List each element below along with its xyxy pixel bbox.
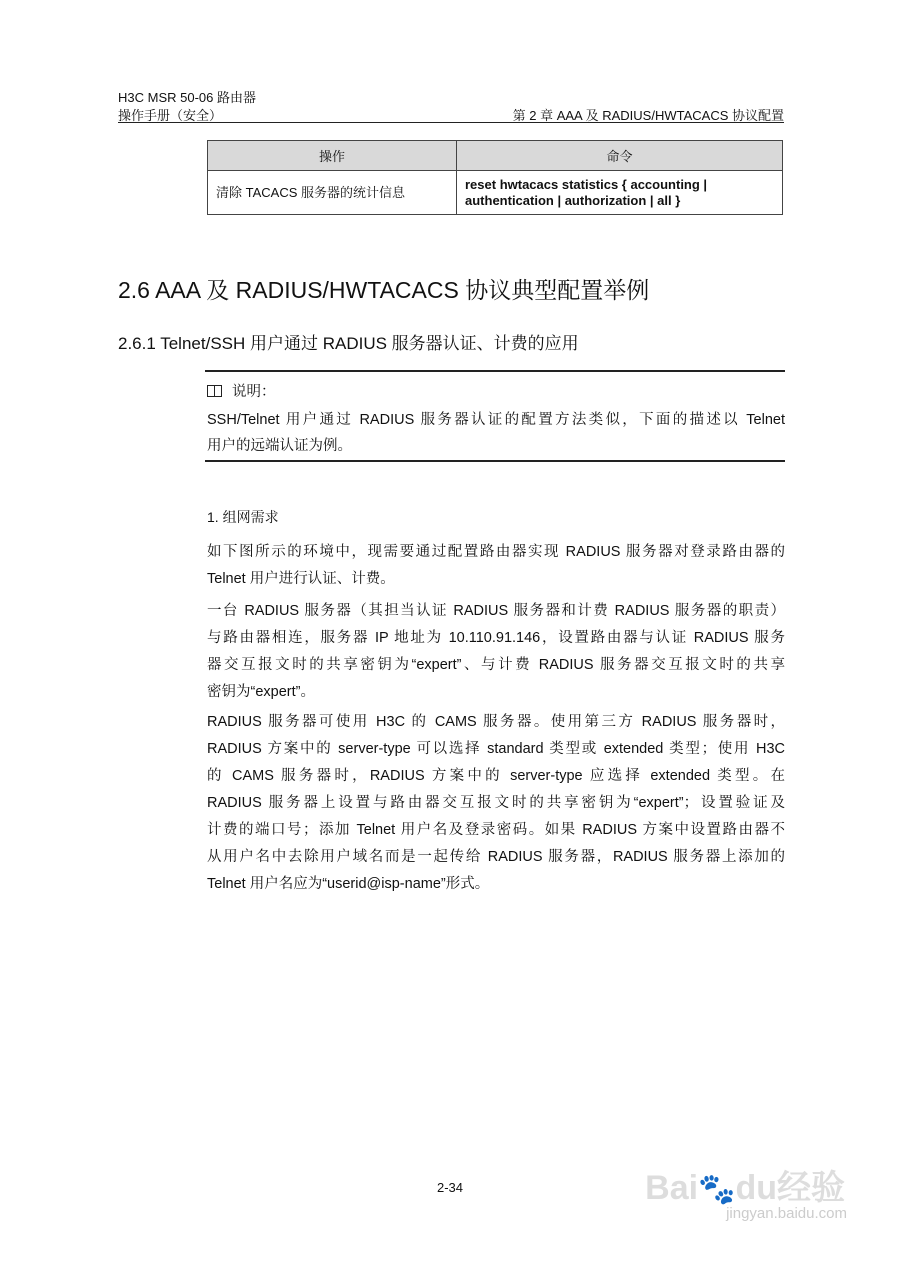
note-label-row (207, 380, 785, 401)
watermark-logo: Bai🐾du经验 (645, 1169, 845, 1207)
header-product: H3C MSR 50-06 路由器 (118, 90, 256, 105)
paragraph-line: 一台 RADIUS 服务器（其担当认证 RADIUS 服务器和计费 RADIUS 服务器的职责） (207, 603, 785, 619)
paragraph-line: 与路由器相连，服务器 IP 地址为 10.110.91.146，设置路由器与认证 RADIUS 服务 (207, 630, 785, 646)
paragraph-line: Telnet 用户进行认证、计费。 (207, 571, 395, 587)
paragraph-line: RADIUS 服务器上设置与路由器交互报文时的共享密钥为“expert”；设置验证及 (207, 795, 785, 811)
page-number: 2-34 (437, 1180, 464, 1195)
command-table (207, 140, 783, 215)
note-line: SSH/Telnet 用户通过 RADIUS 服务器认证的配置方法类似，下面的描述以 Telnet (207, 412, 785, 428)
paragraph-line: 如下图所示的环境中，现需要通过配置路由器实现 RADIUS 服务器对登录路由器的 (207, 544, 785, 560)
paragraph-line: 的 CAMS 服务器时，RADIUS 方案中的 server-type 应选择 extended 类型。在 (207, 768, 785, 784)
paragraph-line: 密钥为“expert”。 (207, 684, 315, 700)
cmd-line: reset hwtacacs statistics { accounting | (465, 176, 708, 192)
paragraph-line: RADIUS 服务器可使用 H3C 的 CAMS 服务器。使用第三方 RADIUS 服务器时， (207, 714, 785, 730)
header-divider (118, 122, 784, 123)
section-title: 2.6 AAA 及 RADIUS/HWTACACS 协议典型配置举例 (118, 277, 650, 303)
watermark-url: jingyan.baidu.com (726, 1205, 847, 1222)
paragraph-line: RADIUS 方案中的 server-type 可以选择 standard 类型或 extended 类型；使用 H3C (207, 741, 785, 757)
header-manual: 操作手册（安全） (118, 108, 223, 123)
table-header-cmd: 命令 (457, 141, 783, 171)
header-chapter: 第 2 章 AAA 及 RADIUS/HWTACACS 协议配置 (512, 108, 784, 123)
table-header-op: 操作 (208, 141, 457, 171)
note-line: 用户的远端认证为例。 (207, 438, 352, 454)
paragraph-line: 从用户名中去除用户域名而是一起传给 RADIUS 服务器，RADIUS 服务器上添加的 (207, 849, 785, 865)
subsection-title: 2.6.1 Telnet/SSH 用户通过 RADIUS 服务器认证、计费的应用 (118, 334, 579, 353)
paragraph-line: 计费的端口号；添加 Telnet 用户名及登录密码。如果 RADIUS 方案中设置路由器不 (207, 822, 785, 838)
note-label: 说明： (232, 384, 276, 400)
item-title: 1. 组网需求 (207, 509, 279, 525)
table-cell-cmd (457, 171, 783, 215)
book-icon (207, 385, 222, 397)
cmd-line: authentication | authorization | all } (465, 192, 681, 208)
paragraph-line: 器交互报文时的共享密钥为“expert”、与计费 RADIUS 服务器交互报文时的共享 (207, 657, 785, 673)
paragraph-line: Telnet 用户名应为“userid@isp-name”形式。 (207, 876, 490, 892)
table-row (208, 171, 783, 215)
note-top-rule (205, 370, 785, 372)
note-bottom-rule (205, 460, 785, 462)
table-cell-op: 清除 TACACS 服务器的统计信息 (208, 171, 457, 215)
